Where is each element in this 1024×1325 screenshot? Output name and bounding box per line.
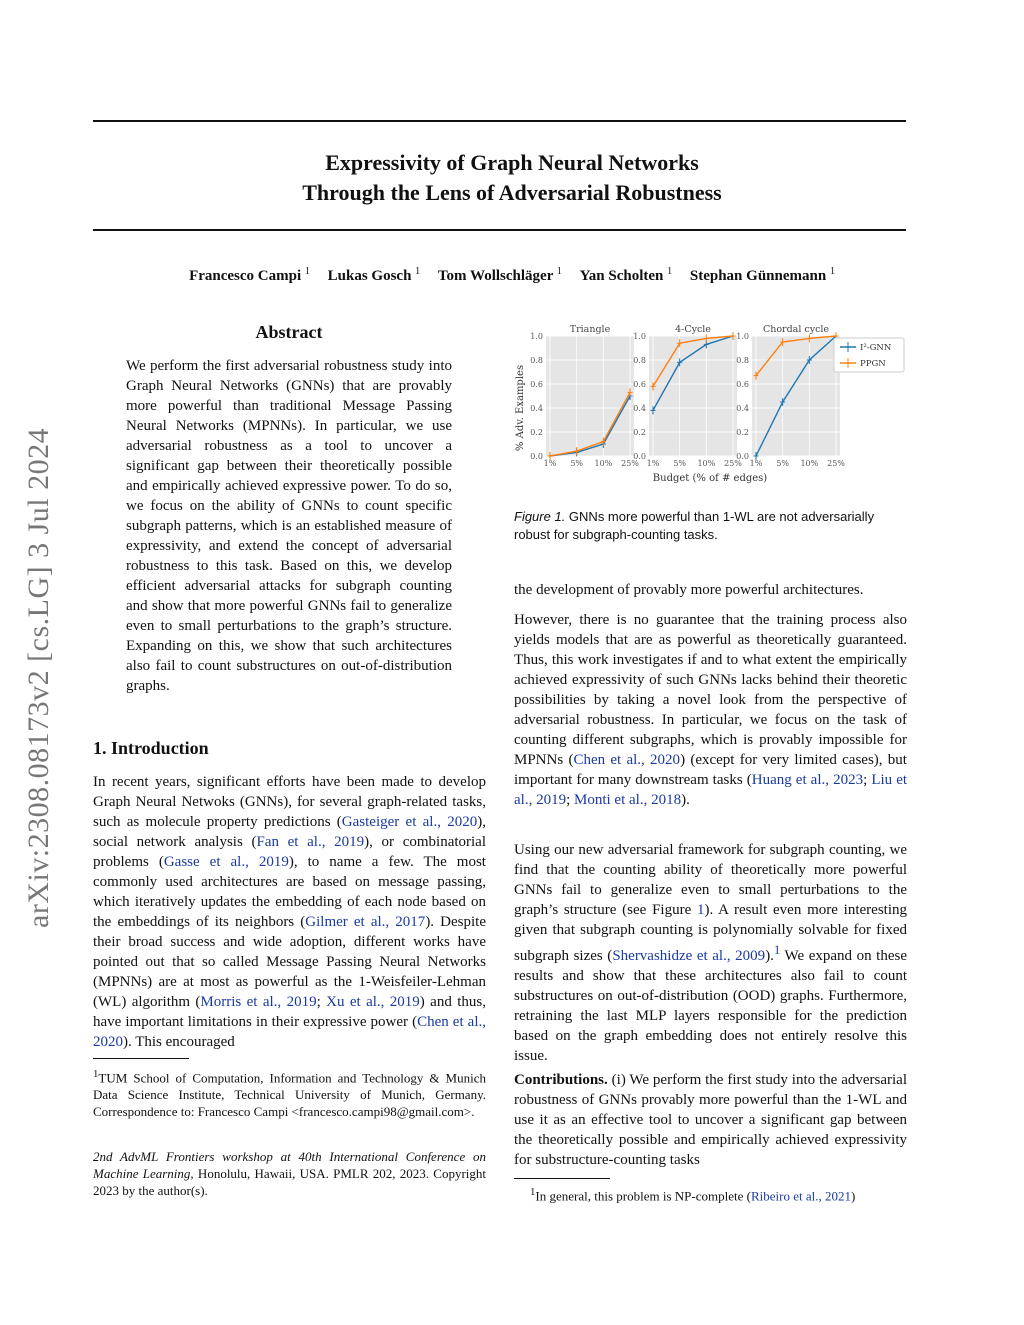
title-top-rule <box>93 120 906 122</box>
x-tick-label: 1% <box>646 459 660 468</box>
y-tick-label: 0.0 <box>530 452 543 461</box>
y-tick-label: 0.2 <box>736 428 749 437</box>
y-tick-label: 0.6 <box>736 380 749 389</box>
chart-panel <box>736 324 845 468</box>
y-tick-label: 1.0 <box>530 332 543 341</box>
author: Francesco Campi $^1$ <box>189 266 310 284</box>
chart-panel <box>530 324 639 468</box>
chart-legend <box>834 338 904 372</box>
x-tick-label: 1% <box>543 459 557 468</box>
author: Lukas Gosch $^1$ <box>327 266 421 284</box>
abstract-heading: Abstract <box>255 322 323 342</box>
citation-link[interactable]: Ribeiro et al., 2021 <box>750 1188 851 1204</box>
abstract-text: We perform the first adversarial robustness study into Graph Neural Networks (GNNs) that are provably more powerful than traditional Message Passing Neural Networks (MPNNs). In particular, we use adversarial robustness as a tool to uncover a significant gap between their theoretically possible and empirically achieved expressive power. To do so, we focus on the ability of GNNs to count specific subgraph patterns, which is an established measure of expressivity, and extend the concept of adversarial robustness to this task. Based on this, we develop efficient adversarial attacks for subgraph counting and show that more powerful GNNs fail to generalize even to small perturbations to the graph’s structure. Expanding on this, we show that such architectures also fail to count substructures on out-of-distribution graphs. <box>126 358 452 694</box>
title-line-2: Through the Lens of Adversarial Robustness <box>302 180 722 205</box>
affiliation-footnote: $^1$TUM School of Computation, Information and Technology & Munich Data Science Institute, Technical University of Munich, Germany. Correspondence to: Francesco Campi <francesco.campi98@gmail.com>. <box>93 1068 486 1120</box>
figure-ref-link[interactable]: 1 <box>697 902 705 918</box>
venue-footnote: 2nd AdvML Frontiers workshop at 40th International Conference on Machine Learning, Honolulu, Hawaii, USA. PMLR 202, 2023. Copyright 2023 by the author(s). <box>93 1149 486 1198</box>
y-tick-label: 0.4 <box>530 404 543 413</box>
citation-link[interactable]: Gasteiger et al., 2020 <box>341 814 478 830</box>
x-tick-label: 10% <box>800 459 819 468</box>
legend-label-i2gnn: I²-GNN <box>860 343 892 353</box>
y-tick-label: 0.4 <box>736 404 749 413</box>
footnote-rule <box>93 1058 189 1059</box>
np-complete-footnote: $^1$In general, this problem is NP-complete (Ribeiro et al., 2021) <box>530 1186 856 1204</box>
citation-link[interactable]: Shervashidze et al., 2009 <box>612 948 766 964</box>
x-tick-label: 5% <box>673 459 687 468</box>
x-tick-label: 10% <box>697 459 716 468</box>
citation-link[interactable]: Chen et al., 2020 <box>93 1014 486 1050</box>
citation-link[interactable]: Monti et al., 2018 <box>574 792 682 808</box>
footnote-ref[interactable]: 1 <box>773 943 781 957</box>
right-paragraph-0: the development of provably more powerful architectures. <box>514 582 864 598</box>
x-axis-label: Budget (% of # edges) <box>652 473 768 484</box>
contributions-paragraph: Contributions. (i) We perform the first study into the adversarial robustness of GNNs provably more powerful than the 1-WL and use it as an effective tool to uncover a significant gap between the theoretically possible and empirically achieved expressivity for substructure-counting tasks <box>514 1072 907 1168</box>
citation-link[interactable]: Xu et al., 2019 <box>326 994 420 1010</box>
panel-title: 4-Cycle <box>675 324 711 335</box>
arxiv-identifier: arXiv:2308.08173v2 [cs.LG] 3 Jul 2024 <box>22 427 55 928</box>
chart-panel <box>633 324 742 468</box>
title-bottom-rule <box>93 229 906 231</box>
intro-heading: 1. Introduction <box>93 738 209 758</box>
x-tick-label: 5% <box>570 459 584 468</box>
x-tick-label: 1% <box>749 459 763 468</box>
x-tick-label: 25% <box>827 459 845 468</box>
y-tick-label: 0.2 <box>633 428 646 437</box>
y-tick-label: 0.8 <box>736 356 749 365</box>
y-tick-label: 0.8 <box>530 356 543 365</box>
y-tick-label: 0.0 <box>736 452 749 461</box>
citation-link[interactable]: Morris et al., 2019 <box>200 994 317 1010</box>
y-tick-label: 0.2 <box>530 428 543 437</box>
paper-title <box>0 148 1024 208</box>
y-tick-label: 0.8 <box>633 356 646 365</box>
panel-title: Chordal cycle <box>762 324 830 335</box>
right-paragraph-1: However, there is no guarantee that the training process also yields models that are as powerful as theoretically guaranteed. Thus, this work investigates if and to what extent the empirically achieved expressivity of such GNNs lacks behind their theoretic possibilities by taking a novel look from the perspective of adversarial robustness. In particular, we focus on the task of counting different subgraphs, which is provably impossible for MPNNs (Chen et al., 2020) (except for very limited cases), but important for many downstream tasks (Huang et al., 2023; Liu et al., 2019; Monti et al., 2018). <box>514 612 908 808</box>
title-line-1: Expressivity of Graph Neural Networks <box>325 150 699 175</box>
y-tick-label: 0.4 <box>633 404 646 413</box>
author: Stephan Günnemann $^1$ <box>689 266 835 284</box>
citation-link[interactable]: Chen et al., 2020 <box>573 752 681 768</box>
y-tick-label: 0.6 <box>530 380 543 389</box>
author-list <box>0 266 1024 285</box>
citation-link[interactable]: Gasse et al., 2019 <box>163 854 289 870</box>
author: Yan Scholten $^1$ <box>579 266 673 284</box>
legend-label-ppgn: PPGN <box>860 359 886 369</box>
y-axis-label: % Adv. Examples <box>515 364 526 452</box>
y-tick-label: 1.0 <box>736 332 749 341</box>
right-paragraph-2: Using our new adversarial framework for subgraph counting, we find that the counting ability of theoretically more powerful GNNs fail to generalize even to small perturbations to the graph’s structure (see Figure 1). A result even more interesting given that subgraph counting is polynomially solvable for fixed subgraph sizes (Shervashidze et al., 2009).$^1$ We expand on these results and show that these architectures also fail to count substructures on out-of-distribution (OOD) graphs. Furthermore, retraining the last MLP layers responsible for the prediction based on the graph embedding does not entirely resolve this issue. <box>514 842 908 1064</box>
citation-link[interactable]: Gilmer et al., 2017 <box>305 914 426 930</box>
figure-caption: Figure 1. GNNs more powerful than 1-WL are not adversarially robust for subgraph-counting tasks. <box>514 509 875 542</box>
panel-title: Triangle <box>569 324 611 335</box>
y-tick-label: 1.0 <box>633 332 646 341</box>
figure-1-chart <box>510 318 910 493</box>
author: Tom Wollschläger $^1$ <box>437 266 562 284</box>
y-tick-label: 0.0 <box>633 452 646 461</box>
x-tick-label: 25% <box>621 459 639 468</box>
citation-link[interactable]: Huang et al., 2023 <box>751 772 864 788</box>
intro-paragraph: In recent years, significant efforts have been made to develop Graph Neural Netwoks (GNNs), for several graph-related tasks, such as molecule property predictions (Gasteiger et al., 2020), social network analysis (Fan et al., 2019), or combinatorial problems (Gasse et al., 2019), to name a few. The most commonly used architectures are based on message passing, which iteratively updates the embedding of each node based on the embeddings of its neighbors (Gilmer et al., 2017). Despite their broad success and wide adoption, different works have pointed out that so called Message Passing Neural Networks (MPNNs) are at most as powerful as the 1-Weisfeiler-Lehman (WL) algorithm (Morris et al., 2019; Xu et al., 2019) and thus, have important limitations in their expressive power (Chen et al., 2020). This encouraged <box>93 774 487 1050</box>
x-tick-label: 10% <box>594 459 613 468</box>
citation-link[interactable]: Fan et al., 2019 <box>256 834 365 850</box>
citation-link[interactable]: Liu et al., 2019 <box>514 772 908 808</box>
x-tick-label: 5% <box>776 459 790 468</box>
footnote-rule <box>514 1178 610 1179</box>
plot-area <box>546 336 634 456</box>
x-tick-label: 25% <box>724 459 742 468</box>
y-tick-label: 0.6 <box>633 380 646 389</box>
